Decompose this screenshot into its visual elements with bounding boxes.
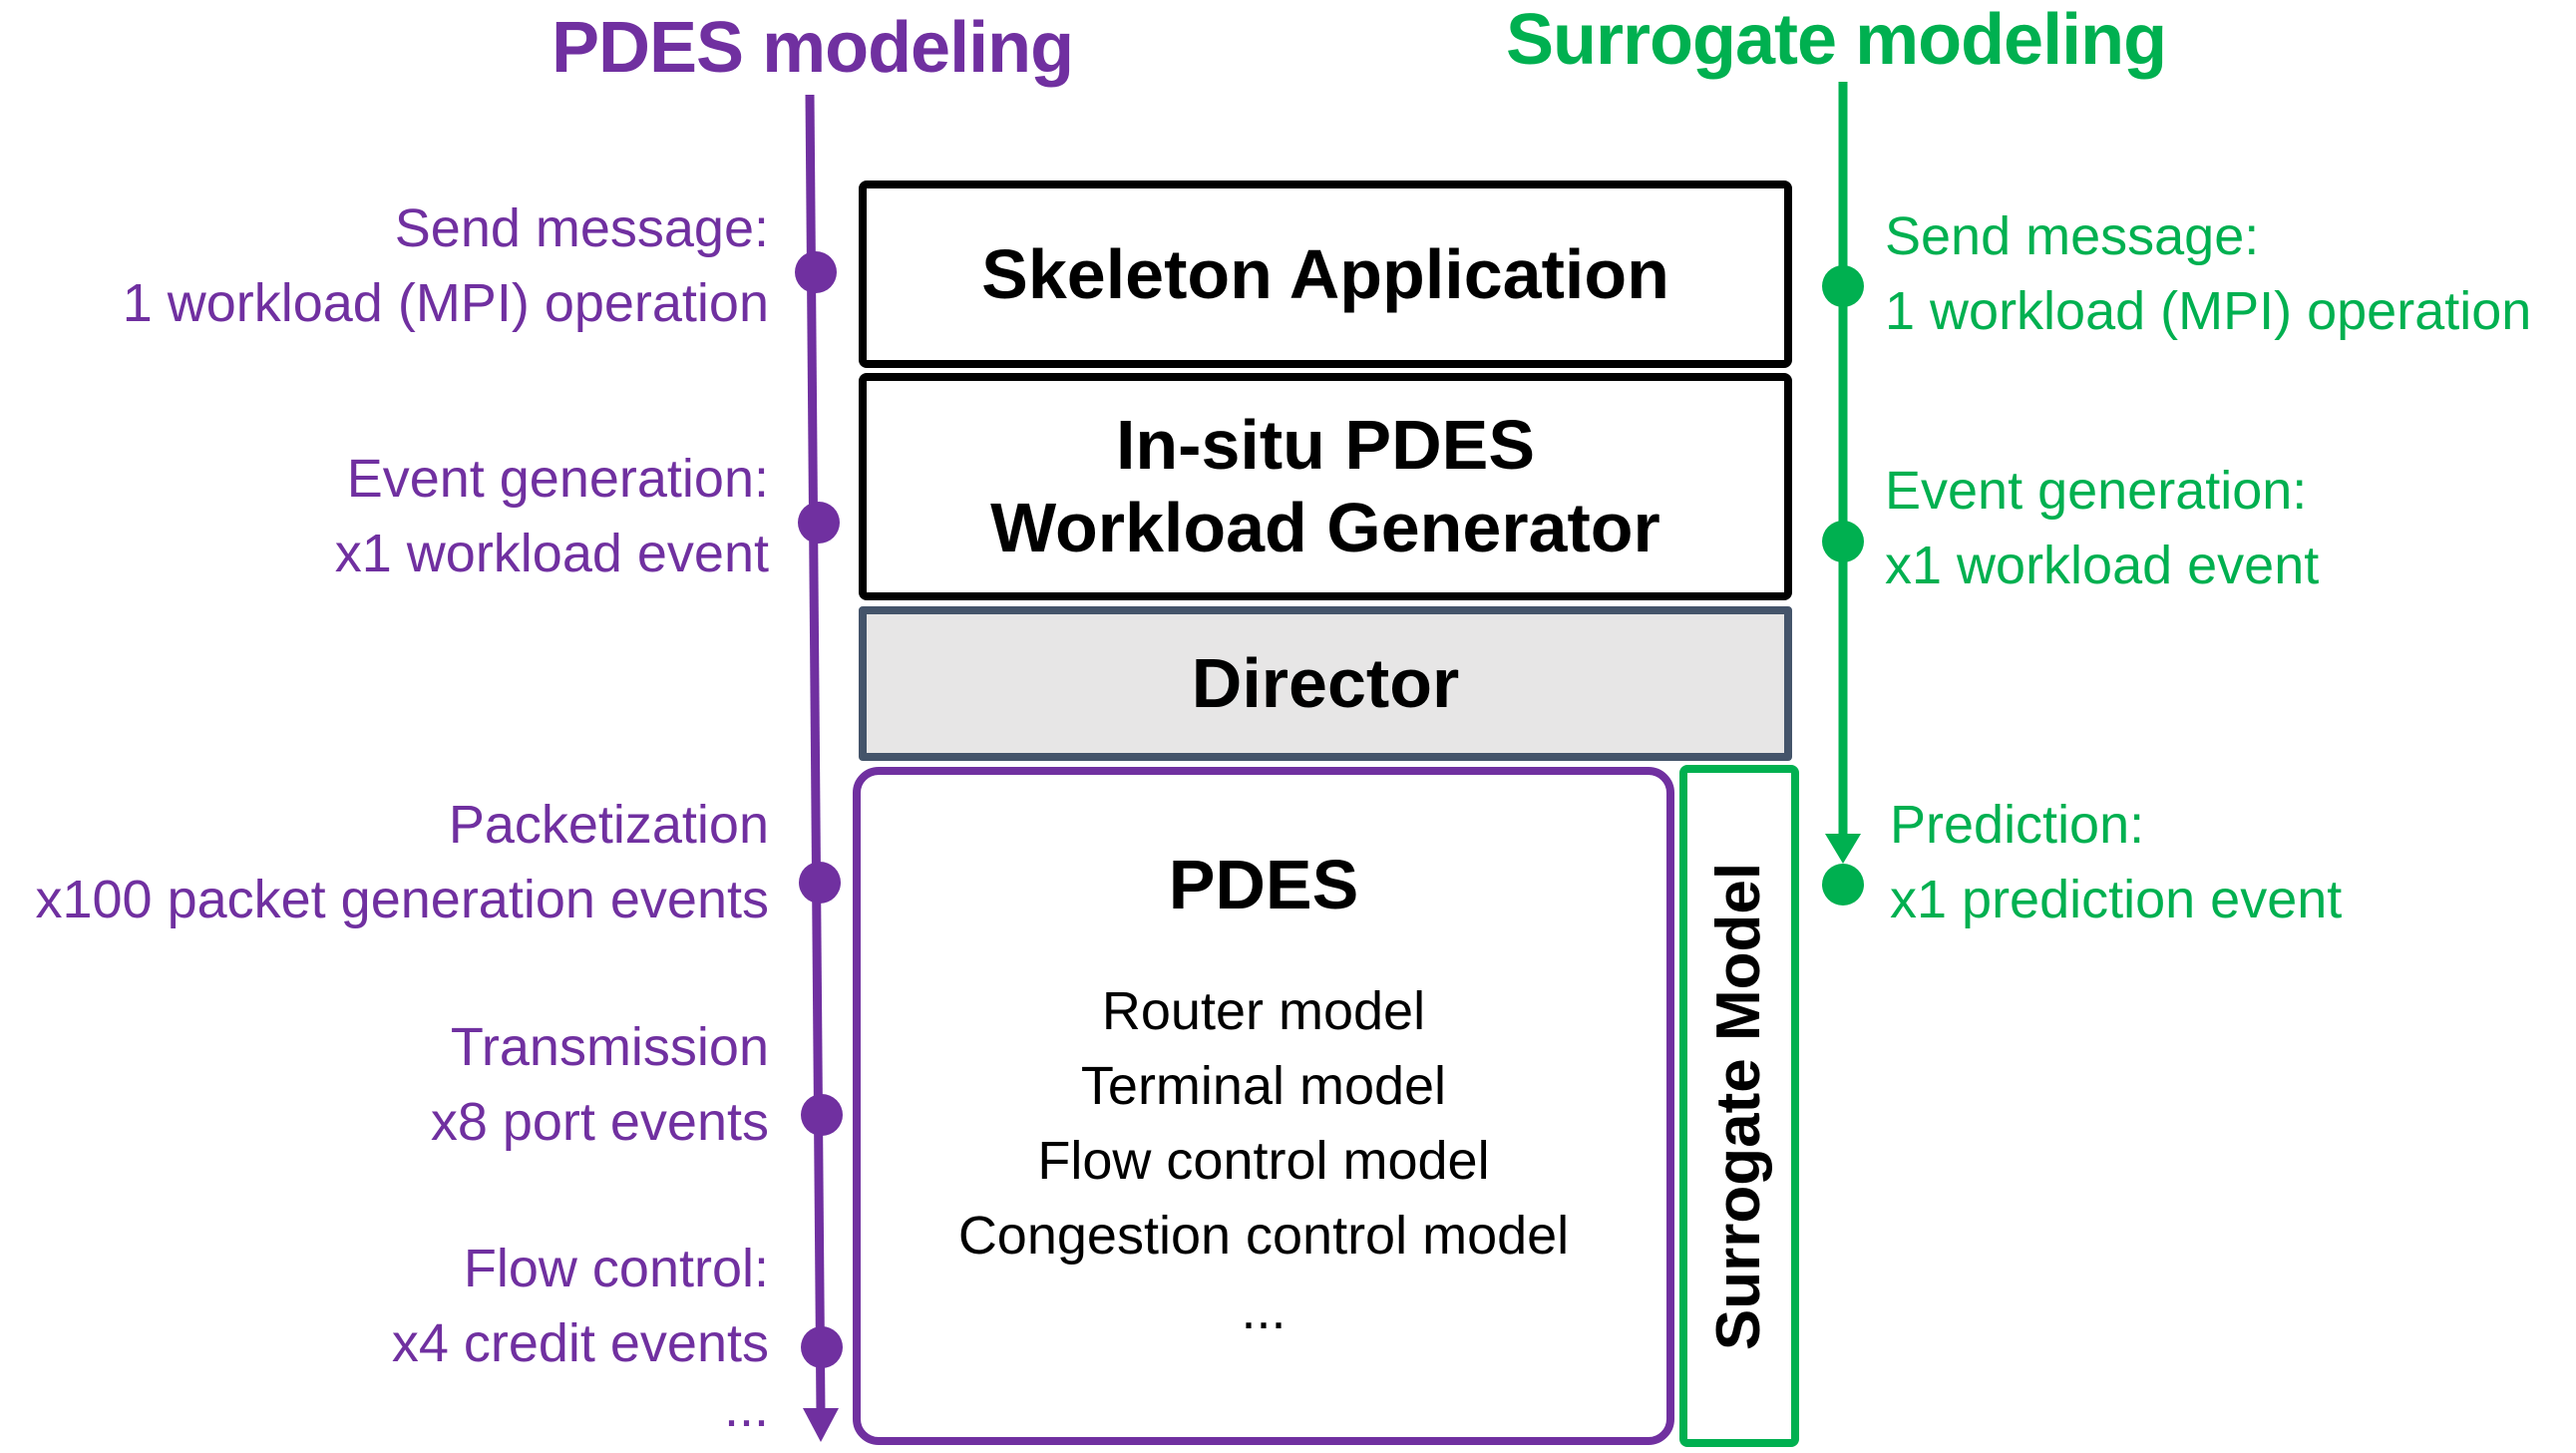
surrogate-timeline-arrowhead bbox=[1825, 834, 1861, 864]
pdes-timeline-arrowhead bbox=[803, 1408, 839, 1442]
workload-generator-line-2: Workload Generator bbox=[990, 489, 1660, 566]
surrogate-step-3-detail: x1 prediction event bbox=[1890, 870, 2343, 929]
surrogate-model-box bbox=[1679, 765, 1799, 1447]
surrogate-modeling-heading: Surrogate modeling bbox=[1506, 0, 2167, 80]
model-list-item: ... bbox=[1241, 1280, 1287, 1340]
pdes-model-list bbox=[861, 974, 1666, 1348]
pdes-more-ellipsis: ... bbox=[723, 1378, 769, 1438]
pdes-step-dot bbox=[801, 1326, 843, 1368]
pdes-step-dot bbox=[798, 502, 840, 544]
pdes-step-5-title: Flow control: bbox=[463, 1239, 769, 1298]
workload-generator-label bbox=[990, 404, 1660, 568]
skeleton-application-box bbox=[859, 181, 1792, 368]
model-list-item: Flow control model bbox=[1037, 1131, 1490, 1191]
surrogate-step-3-title: Prediction: bbox=[1890, 795, 2145, 855]
surrogate-step-dot bbox=[1822, 265, 1864, 307]
surrogate-step-2-title: Event generation: bbox=[1885, 461, 2308, 521]
surrogate-step-dot bbox=[1822, 521, 1864, 562]
pdes-step-5-detail: x4 credit events bbox=[391, 1313, 769, 1373]
pdes-title: PDES bbox=[1168, 846, 1359, 923]
pdes-modeling-heading: PDES modeling bbox=[552, 8, 1074, 88]
pdes-step-1-title: Send message: bbox=[394, 198, 769, 258]
director-box bbox=[859, 606, 1792, 761]
model-list-item: Router model bbox=[1101, 981, 1426, 1041]
pdes-step-2-title: Event generation: bbox=[346, 449, 769, 509]
surrogate-model-label: Surrogate Model bbox=[1704, 862, 1774, 1350]
pdes-step-3-title: Packetization bbox=[448, 795, 769, 855]
surrogate-step-1-detail: 1 workload (MPI) operation bbox=[1885, 281, 2532, 341]
pdes-step-dot bbox=[795, 251, 837, 293]
pdes-step-dot bbox=[801, 1094, 843, 1136]
pdes-box bbox=[853, 767, 1674, 1445]
pdes-step-2-detail: x1 workload event bbox=[334, 524, 769, 583]
pdes-step-4-detail: x8 port events bbox=[430, 1092, 769, 1152]
pdes-step-4-title: Transmission bbox=[450, 1017, 769, 1077]
workload-generator-line-1: In-situ PDES bbox=[1115, 406, 1536, 485]
pdes-step-dot bbox=[799, 862, 841, 904]
model-list-item: Congestion control model bbox=[957, 1206, 1570, 1266]
surrogate-step-1-title: Send message: bbox=[1885, 206, 2260, 266]
director-label: Director bbox=[1191, 644, 1460, 723]
workload-generator-box bbox=[859, 373, 1792, 600]
model-list-item: Terminal model bbox=[1080, 1056, 1447, 1116]
surrogate-step-2-detail: x1 workload event bbox=[1885, 536, 2320, 595]
pdes-step-1-detail: 1 workload (MPI) operation bbox=[122, 273, 769, 333]
pdes-step-3-detail: x100 packet generation events bbox=[35, 870, 769, 929]
surrogate-step-dot bbox=[1822, 864, 1864, 906]
skeleton-application-label: Skeleton Application bbox=[981, 234, 1669, 313]
